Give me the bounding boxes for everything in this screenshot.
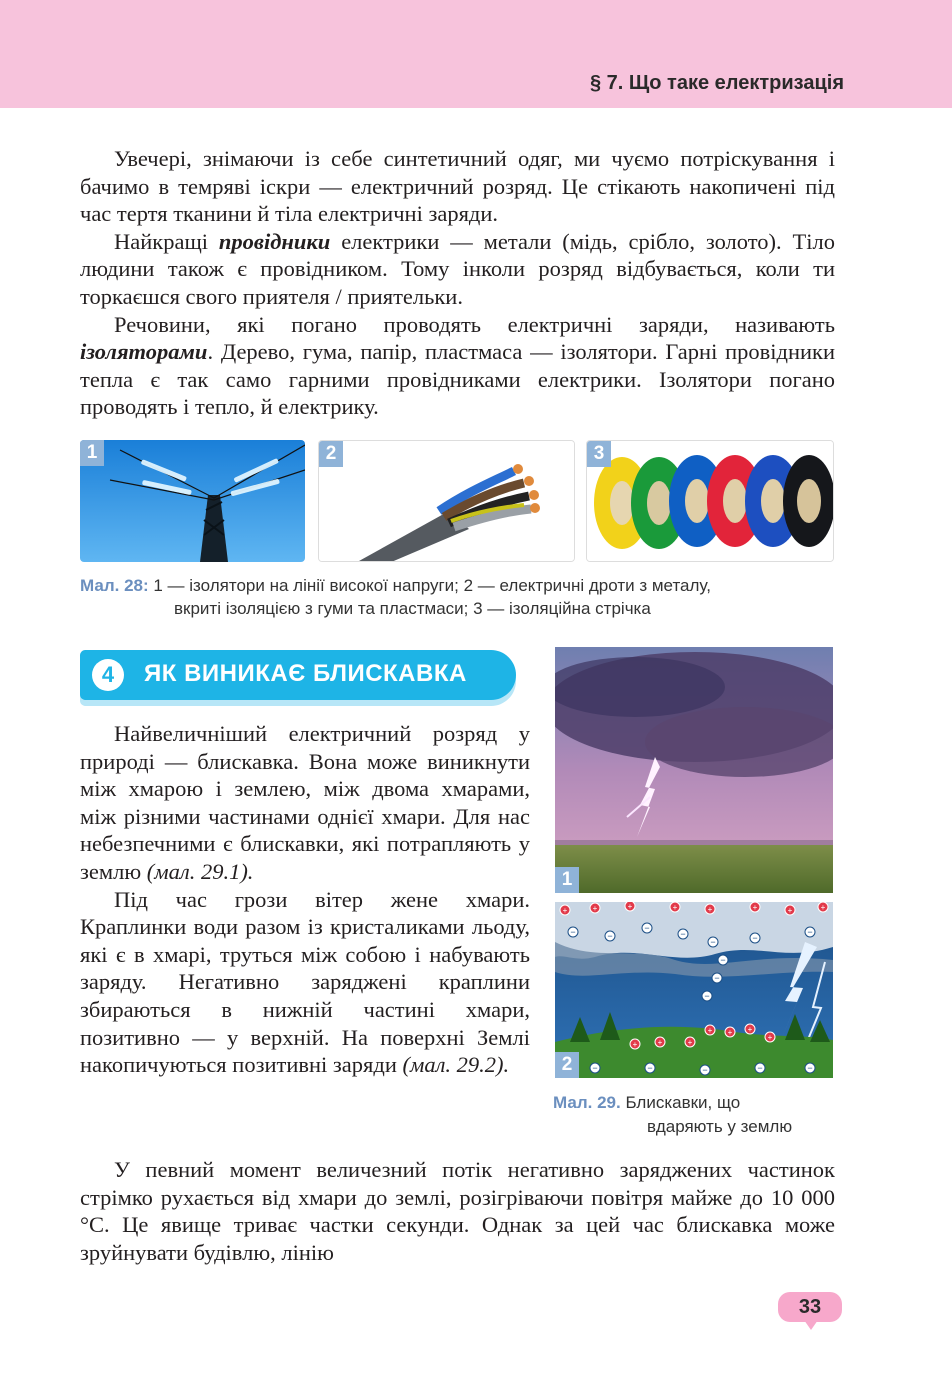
minus-sign: −: [570, 927, 576, 937]
minus-sign: −: [644, 923, 650, 933]
text: електрики — метали (мідь, срібло, золото). Тіло людини також є провідником. Тому інколи розряд відбувається, коли ти торкаєшся свого приятеля / приятельки.: [80, 228, 835, 309]
minus-sign: −: [720, 955, 726, 965]
plus-sign: +: [727, 1028, 733, 1037]
plus-sign: +: [820, 903, 826, 912]
running-header: § 7. Що таке електризація: [589, 72, 844, 94]
plus-sign: +: [632, 1040, 638, 1049]
plus-sign: +: [707, 905, 713, 914]
minus-sign: −: [704, 991, 710, 1001]
section-heading-banner: [80, 650, 516, 700]
plus-sign: +: [627, 902, 633, 911]
figure-badge: 1: [80, 440, 104, 466]
plus-sign: +: [562, 906, 568, 915]
plus-sign: +: [657, 1038, 663, 1047]
figure-badge: 2: [555, 1052, 579, 1078]
caption-line: 1 — ізолятори на лінії високої напруги; 2 — електричні дроти з металу,: [153, 576, 711, 595]
text: Під час грози вітер жене хмари. Краплинки води разом із кристаликами льоду, які є в хмарі, труться між собою і набувають заряду. Негативно заряджені краплини збираються в нижній частині хмари, позитивно — у верхній. На поверхні Землі накопичуються позитивні заряди: [80, 886, 530, 1078]
caption-label: Мал. 28:: [80, 576, 149, 595]
charges-illustration: [555, 902, 833, 1078]
figure-badge: 1: [555, 867, 579, 893]
minus-sign: −: [592, 1063, 598, 1073]
minus-sign: −: [680, 929, 686, 939]
caption-label: Мал. 29.: [553, 1093, 621, 1112]
storm-illustration: [555, 647, 833, 893]
paragraph: [80, 720, 530, 886]
minus-sign: −: [647, 1063, 653, 1073]
caption-line: Блискавки, що: [625, 1093, 741, 1112]
intro-text: [80, 145, 835, 421]
plus-sign: +: [672, 903, 678, 912]
term-conductors: провідники: [218, 228, 331, 254]
closing-text: [80, 1156, 835, 1266]
figure-reference: (мал. 29.1).: [146, 858, 254, 884]
plus-sign: +: [767, 1033, 773, 1042]
paragraph: У певний момент величезний потік негативно заряджених частинок стрімко рухається від хмари до землі, розігріваючи повітря майже до 10 000 °С. Це явище триває частки секунди. Однак за цей час блискавка може зруйнувати будівлю, лінію: [80, 1157, 835, 1265]
term-insulators: ізоляторами: [80, 339, 208, 365]
photo-electric-wires: [318, 440, 575, 562]
section-number: 4: [92, 659, 124, 691]
photo-power-line-insulators: [80, 440, 305, 562]
figure29-caption: [553, 1090, 740, 1115]
tape-rolls-illustration: [587, 441, 833, 561]
page-number: 33: [778, 1292, 842, 1322]
paragraph: [80, 228, 835, 311]
lightning-text-column: [80, 720, 530, 1079]
paragraph: Увечері, знімаючи із себе синтетичний одяг, ми чуємо потріскування і бачимо в темряві іскри — електричний розряд. Це стікають накопичені під час тертя тканини й тіла електричні заряди.: [80, 146, 835, 227]
minus-sign: −: [702, 1065, 708, 1075]
plus-sign: +: [787, 906, 793, 915]
figure29-caption-cont: вдаряють у землю: [647, 1117, 793, 1136]
plus-sign: +: [707, 1026, 713, 1035]
figure-reference: (мал. 29.2).: [402, 1052, 510, 1078]
wires-illustration: [319, 441, 574, 561]
section-title: ЯК ВИНИКАЄ БЛИСКАВКА: [144, 660, 467, 687]
figure-badge: 3: [587, 441, 611, 467]
minus-sign: −: [607, 931, 613, 941]
paragraph: [80, 886, 530, 1079]
text: . Дерево, гума, папір, пластмаса — ізолятори. Гарні провідники тепла є так само гарними провідниками електрики. Ізолятори погано проводять і тепло, й електрику.: [80, 339, 835, 420]
figure-badge: 2: [319, 441, 343, 467]
minus-sign: −: [757, 1063, 763, 1073]
text: Речовини, які погано проводять електричні заряди, називають: [114, 311, 835, 337]
figure28-caption-cont: вкриті ізоляцією з гуми та пластмаси; 3 — ізоляційна стрічка: [174, 599, 651, 618]
minus-sign: −: [752, 933, 758, 943]
photo-lightning-storm: [555, 647, 833, 893]
photo-insulating-tape: [586, 440, 834, 562]
plus-sign: +: [592, 904, 598, 913]
text: Найкращі: [114, 228, 219, 254]
plus-sign: +: [752, 903, 758, 912]
paragraph: [80, 311, 835, 421]
minus-sign: −: [807, 1063, 813, 1073]
plus-sign: +: [747, 1025, 753, 1034]
minus-sign: −: [714, 973, 720, 983]
power-line-illustration: [80, 440, 305, 562]
page-number-tail: [804, 1320, 818, 1330]
text: Найвеличніший електричний розряд у природі — блискавка. Вона може виникнути між хмарою і землею, між двома хмарами, між різними частинами однієї хмари. Для нас небезпечними є блискавки, які потрапляють у землю: [80, 721, 530, 884]
minus-sign: −: [807, 927, 813, 937]
diagram-lightning-charges: [555, 902, 833, 1078]
figure28-caption: [80, 574, 711, 597]
plus-sign: +: [687, 1038, 693, 1047]
minus-sign: −: [710, 937, 716, 947]
